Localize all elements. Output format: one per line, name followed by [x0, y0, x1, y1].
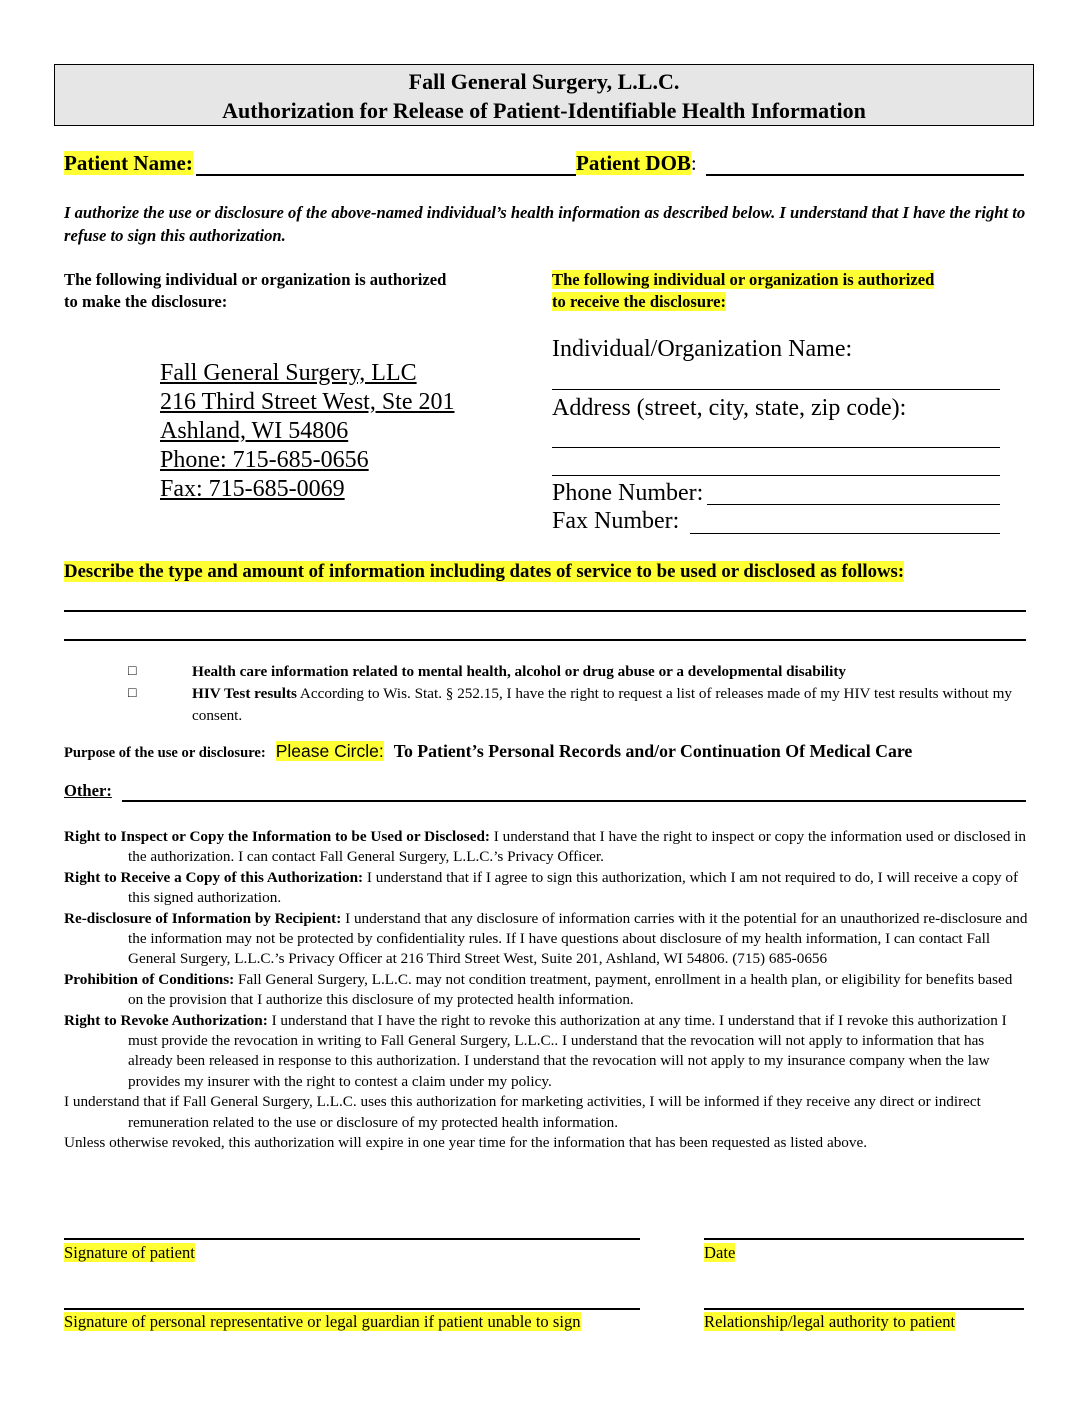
signature-representative-label: Signature of personal representative or legal guardian if patient unable to sign: [64, 1312, 581, 1331]
other-field[interactable]: [122, 800, 1026, 802]
address-line: 216 Third Street West, Ste 201: [160, 389, 455, 415]
header-line1: Fall General Surgery, L.L.C.: [408, 69, 680, 94]
signature-representative-row: [64, 1312, 581, 1332]
discloser-heading: [64, 269, 446, 313]
other-label: Other:: [64, 781, 112, 800]
recipient-heading-line2: to receive the disclosure:: [552, 292, 727, 311]
describe-info-label: Describe the type and amount of information including dates of service to be used or disclosed as follows:: [64, 561, 905, 582]
patient-dob-colon: :: [690, 151, 697, 175]
checkbox-mental-health-label: [192, 661, 1032, 683]
patient-dob-field[interactable]: [706, 174, 1024, 176]
relationship-label: Relationship/legal authority to patient: [704, 1312, 956, 1331]
header-line2: Authorization for Release of Patient-Identifiable Health Information: [222, 98, 866, 123]
date-row: [704, 1243, 735, 1263]
recipient-name-label: Individual/Organization Name:: [552, 336, 853, 362]
patient-name-row: [64, 151, 193, 176]
patient-name-label: Patient Name:: [64, 151, 193, 175]
terms-section: [64, 827, 1030, 1154]
term-copy: [64, 868, 1030, 909]
describe-info-line-2[interactable]: [64, 639, 1026, 641]
checkbox-mental-health[interactable]: □: [128, 664, 137, 679]
term-marketing: [64, 1092, 1030, 1133]
patient-dob-label: Patient DOB: [576, 151, 691, 175]
address-line: Fax: 715-685-0069: [160, 476, 345, 502]
checkbox-hiv-title: HIV Test results: [192, 685, 297, 702]
address-line: Fall General Surgery, LLC: [160, 360, 417, 386]
signature-representative-line[interactable]: [64, 1308, 640, 1310]
signature-patient-label: Signature of patient: [64, 1243, 195, 1262]
term-text: I understand that if I agree to sign this authorization, which I am not required to do, I will receive a copy of this signed authorization.: [128, 868, 1019, 907]
term-text: Unless otherwise revoked, this authorization will expire in one year time for the information that has been requested as listed above.: [64, 1134, 868, 1152]
recipient-address-field-1[interactable]: [552, 447, 1000, 448]
term-revoke: [64, 1011, 1030, 1093]
recipient-fax-field[interactable]: [690, 533, 1000, 534]
relationship-row: [704, 1312, 955, 1332]
recipient-phone-label: Phone Number:: [552, 480, 704, 506]
recipient-fax-label: Fax Number:: [552, 508, 680, 534]
discloser-heading-line1: The following individual or organization is authorized: [64, 270, 447, 289]
discloser-heading-line2: to make the disclosure:: [64, 292, 228, 311]
purpose-label: Purpose of the use or disclosure:: [64, 745, 266, 761]
recipient-heading: [552, 269, 934, 313]
discloser-address: [160, 359, 455, 504]
purpose-options[interactable]: To Patient’s Personal Records and/or Continuation Of Medical Care: [393, 741, 913, 761]
checkbox-mental-health-title: Health care information related to mental health, alcohol or drug abuse or a developmental disability: [192, 663, 847, 680]
term-redisclosure: [64, 909, 1030, 970]
term-text: I understand that any disclosure of information carries with it the potential for an unauthorized re-disclosure and the information may not be protected by confidentiality rules. If I have questions about disclosure of my health information, I can contact Fall General Surgery, L.L.C.’s Privacy Officer at 216 Third Street West, Suite 201, Ashland, WI 54806. (715) 685-0656: [128, 909, 1028, 968]
term-text: I understand that I have the right to inspect or copy the information used or disclosed in the authorization. I can contact Fall General Surgery, L.L.C.’s Privacy Officer.: [128, 828, 1027, 866]
recipient-name-field[interactable]: [552, 389, 1000, 390]
relationship-line[interactable]: [704, 1308, 1024, 1310]
checkbox-hiv-text: According to Wis. Stat. § 252.15, I have the right to request a list of releases made of my HIV test results without my consent.: [192, 685, 1012, 724]
date-line[interactable]: [704, 1238, 1024, 1240]
address-line: Phone: 715-685-0656: [160, 447, 369, 473]
signature-patient-row: [64, 1243, 195, 1263]
recipient-address-field-2[interactable]: [552, 475, 1000, 476]
authorization-intro: I authorize the use or disclosure of the above-named individual’s health information as described below. I understand that I have the right to refuse to sign this authorization.: [64, 203, 1026, 245]
form-header: [54, 64, 1034, 126]
patient-name-field[interactable]: [196, 174, 576, 176]
recipient-address-label: Address (street, city, state, zip code):: [552, 395, 907, 421]
purpose-row: [64, 741, 912, 762]
describe-info-row: [64, 561, 904, 583]
term-title: Right to Inspect or Copy the Information to be Used or Disclosed:: [64, 828, 490, 845]
term-title: Re-disclosure of Information by Recipient:: [64, 909, 342, 927]
recipient-phone-field[interactable]: [707, 504, 1000, 505]
date-label: Date: [704, 1243, 736, 1262]
address-line: Ashland, WI 54806: [160, 418, 349, 444]
term-prohibition: [64, 970, 1030, 1011]
describe-info-line-1[interactable]: [64, 610, 1026, 612]
purpose-circle-label: Please Circle:: [275, 741, 384, 761]
checkbox-hiv-label: [192, 683, 1032, 727]
recipient-heading-line1: The following individual or organization is authorized: [552, 270, 935, 289]
term-title: Right to Receive a Copy of this Authorization:: [64, 868, 364, 886]
term-text: I understand that I have the right to revoke this authorization at any time. I understand that if I revoke this authorization I must provide the revocation in writing to Fall General Surgery, L.L.C.. I understand that the revocation will not apply to information that has already been released in response to this authorization. I understand that the revocation will not apply to my insurance company when the law provides my insurer with the right to contest a claim under my policy.: [128, 1011, 1007, 1090]
term-inspect: [64, 827, 1030, 868]
patient-dob-row: [576, 151, 697, 176]
term-expiration: [64, 1133, 1030, 1153]
checkbox-hiv[interactable]: □: [128, 686, 137, 701]
signature-patient-line[interactable]: [64, 1238, 640, 1240]
term-text: Fall General Surgery, L.L.C. may not condition treatment, payment, enrollment in a health plan, or eligibility for benefits based on the provision that I authorize this disclosure of my protected health information.: [128, 970, 1013, 1009]
term-title: Right to Revoke Authorization:: [64, 1011, 268, 1029]
term-title: Prohibition of Conditions:: [64, 970, 235, 988]
term-text: I understand that if Fall General Surgery, L.L.C. uses this authorization for marketing activities, I will be informed if they receive any direct or indirect remuneration related to the use or disclosure of my protected health information.: [64, 1093, 981, 1131]
